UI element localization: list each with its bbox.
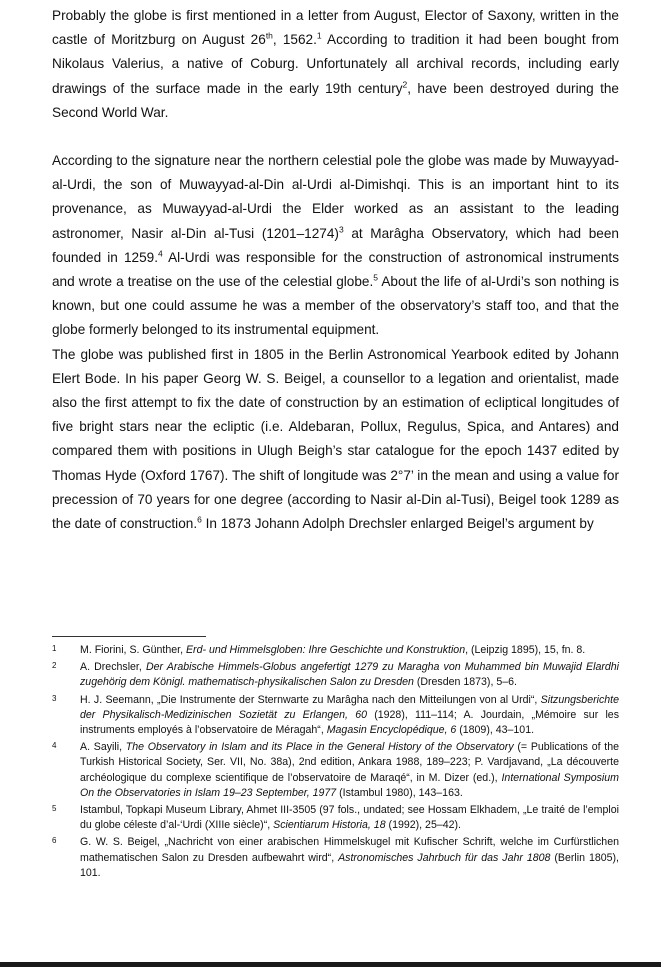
footnote-reference: 6 xyxy=(197,514,202,525)
footnote xyxy=(52,643,619,658)
footnote-number: 3 xyxy=(52,693,57,703)
footnote xyxy=(52,660,619,690)
footnote xyxy=(52,740,619,801)
footnote-reference: 5 xyxy=(373,272,378,283)
footnote-reference: 2 xyxy=(402,79,408,90)
italic-title: Scientiarum Historia, 18 xyxy=(273,819,386,832)
italic-title: Der Arabische Himmels-Globus angefertigt 1279 zu Maragha von Muhammed bin Muwajid Elardhi zugehörig dem Königl. mathematisch-physikalischen Salon zu Dresden xyxy=(80,661,619,689)
footnote-number: 4 xyxy=(52,741,57,751)
footnote-number: 6 xyxy=(52,836,57,846)
paragraph: According to the signature near the northern celestial pole the globe was made by Muwayyad-al-Urdi, the son of Muwayyad-al-Din al-Urdi al-Dimishqi. This is an important hint to its provenance, as Muwayyad-al-Urdi the Elder worked as an assistant to the leading astronomer, Nasir al-Din al-Tusi (1201–1274)$^3$ at Marâgha Observatory, which had been founded in 1259.$^4$ Al-Urdi was responsible for the construction of astronomical instruments and wrote a treatise on the use of the celestial globe.$^5$ About the life of al-Urdi’s son nothing is known, but one could assume he was a member of the observatory’s staff too, and that the globe formerly belonged to its instrumental equipment. xyxy=(52,153,619,338)
italic-title: Astronomisches Jahrbuch für das Jahr 1808 xyxy=(338,851,551,864)
footnote-number: 2 xyxy=(52,661,57,671)
footnote xyxy=(52,803,619,833)
footnote-text: A. Drechsler, Der Arabische Himmels-Globus angefertigt 1279 zu Maragha von Muhammed bin Muwajid Elardhi zugehörig dem Königl. mathematisch-physikalischen Salon zu Dresden (Dresden 1873), 5–6. xyxy=(80,661,619,689)
italic-title: The Observatory in Islam and its Place in the General History of the Observatory xyxy=(125,741,514,754)
footnote-reference: 1 xyxy=(316,30,322,41)
paragraph: Probably the globe is first mentioned in a letter from August, Elector of Saxony, written in the castle of Moritzburg on August 26th, 1562.$^1$ According to tradition it had been bought from Nikolaus Valerius, a native of Coburg. Unfortunately all archival records, including early drawings of the surface made in the early 19th century$^2$, have been destroyed during the Second World War. xyxy=(52,8,619,120)
italic-title: International Symposium On the Observatories in Islam 19–23 September, 1977 xyxy=(80,771,619,799)
footnote-reference: 3 xyxy=(338,224,344,235)
italic-title: Sitzungsberichte der Physikalisch-Medizinischen Sozietät zu Erlangen, 60 xyxy=(80,693,619,721)
footnote-text: A. Sayili, The Observatory in Islam and its Place in the General History of the Observatory (= Publications of the Turkish Historical Society, Ser. VII, No. 38a), 2nd edition, Ankara 1988, 189–223; P. Vardjavand, „La découverte archéologique du complexe scientifique de l’observatoire de Maraqé“, in M. Dizer (ed.), International Symposium On the Observatories in Islam 19–23 September, 1977 (Istambul 1980), 143–163. xyxy=(80,741,620,799)
bottom-edge-bar xyxy=(0,962,661,967)
footnote-text: M. Fiorini, S. Günther, Erd- und Himmelsgloben: Ihre Geschichte und Konstruktion, (Leipzig 1895), 15, fn. 8. xyxy=(80,644,586,656)
footnote-text: H. J. Seemann, „Die Instrumente der Sternwarte zu Marâgha nach den Mitteilungen von al Urdi“, Sitzungsberichte der Physikalisch-Medizinischen Sozietät zu Erlangen, 60 (1928), 111–114; A. Jourdain, „Mémoire sur les instruments employés à l’observatoire de Méragah“, Magasin Encyclopédique, 6 (1809), 43–101. xyxy=(80,693,619,737)
italic-title: Magasin Encyclopédique, 6 xyxy=(326,724,457,737)
footnote xyxy=(52,835,619,881)
footnote-separator xyxy=(52,636,206,637)
footnote-reference: 4 xyxy=(157,248,163,259)
paragraph: The globe was published first in 1805 in the Berlin Astronomical Yearbook edited by Johann Elert Bode. In his paper Georg W. S. Beigel, a counsellor to a legation and orientalist, made also the first attempt to fix the date of construction by an estimation of ecliptical longitudes of five bright stars near the ecliptic (i.e. Aldebaran, Pollux, Regulus, Spica, and Antares) and compared them with positions in Ulugh Beigh’s star catalogue for the epoch 1437 edited by Thomas Hyde (Oxford 1767). The shift of longitude was 2°7’ in the mean and using a value for precession of 70 years for one degree (according to Nasir al-Din al-Tusi), Beigel took 1289 as the date of construction.$^6$ In 1873 Johann Adolph Drechsler enlarged Beigel’s argument by xyxy=(52,346,619,532)
footnotes xyxy=(52,643,619,883)
footnote-number: 5 xyxy=(52,804,57,814)
footnote xyxy=(52,693,619,739)
footnote-text: Istambul, Topkapi Museum Library, Ahmet III-3505 (97 fols., undated; see Hossam Elkhadem, „Le traité de l’emploi du globe céleste d’al-‘Urdi (XIIIe siècle)“, Scientiarum Historia, 18 (1992), 25–42). xyxy=(80,804,619,832)
footnote-reference: th xyxy=(265,30,273,41)
italic-title: Erd- und Himmelsgloben: Ihre Geschichte und Konstruktion xyxy=(185,644,466,656)
footnote-number: 1 xyxy=(52,644,57,653)
body-text xyxy=(52,4,619,536)
footnote-text: G. W. S. Beigel, „Nachricht von einer arabischen Himmelskugel mit Kufischer Schrift, welche im Curfürstlichen mathematischen Salon zu Dresden aufbewahrt wird“, Astronomisches Jahrbuch für das Jahr 1808 (Berlin 1805), 101. xyxy=(80,836,619,879)
